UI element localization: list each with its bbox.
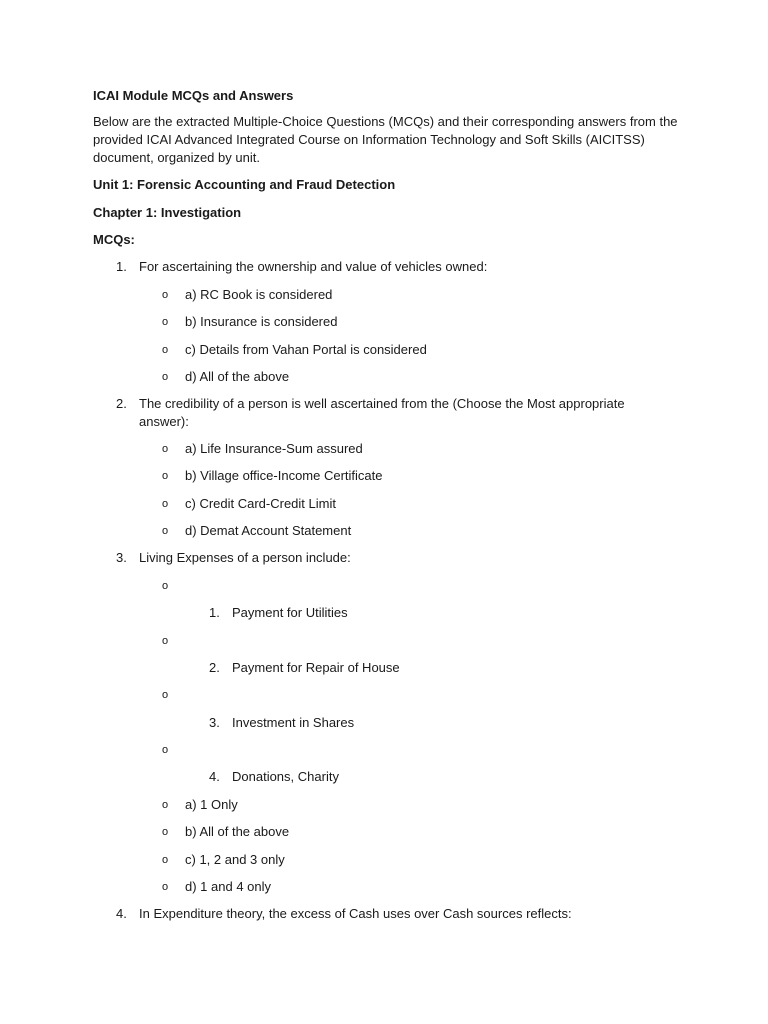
question-text-continued: answer): <box>139 414 189 429</box>
mcqs-label: MCQs: <box>93 232 135 247</box>
bullet-icon: o <box>162 635 169 647</box>
bullet-icon: o <box>162 316 169 328</box>
option-item: a) 1 Only <box>185 797 238 812</box>
bullet-icon: o <box>162 344 169 356</box>
bullet-icon: o <box>162 826 169 838</box>
subitem-number: 1. <box>209 605 220 620</box>
bullet-icon: o <box>162 498 169 510</box>
question-number: 3. <box>116 550 127 565</box>
subitem-text: Payment for Utilities <box>232 605 348 620</box>
question-text: In Expenditure theory, the excess of Cash uses over Cash sources reflects: <box>139 906 572 921</box>
bullet-icon: o <box>162 854 169 866</box>
intro-paragraph: Below are the extracted Multiple-Choice Questions (MCQs) and their corresponding answers from the provided ICAI Advanced Integrated Course on Information Technology and Soft Skills (AICITSS) document, organized by unit. <box>93 114 678 165</box>
subitem-number: 4. <box>209 769 220 784</box>
unit-heading: Unit 1: Forensic Accounting and Fraud Detection <box>93 177 396 192</box>
bullet-icon: o <box>162 689 169 701</box>
option-item: c) Details from Vahan Portal is considered <box>185 342 427 357</box>
subitem-text: Donations, Charity <box>232 769 339 784</box>
option-item: c) Credit Card-Credit Limit <box>185 496 336 511</box>
question-number: 2. <box>116 396 127 411</box>
option-item: c) 1, 2 and 3 only <box>185 852 285 867</box>
subitem-number: 2. <box>209 660 220 675</box>
question-number: 1. <box>116 259 127 274</box>
bullet-icon: o <box>162 443 169 455</box>
option-item: b) All of the above <box>185 824 290 839</box>
document-title: ICAI Module MCQs and Answers <box>93 88 294 103</box>
bullet-icon: o <box>162 881 169 893</box>
option-item: d) Demat Account Statement <box>185 523 352 538</box>
option-item: a) Life Insurance-Sum assured <box>185 441 363 456</box>
option-item: d) All of the above <box>185 369 290 384</box>
bullet-icon: o <box>162 744 169 756</box>
bullet-icon: o <box>162 525 169 537</box>
option-item: b) Insurance is considered <box>185 314 338 329</box>
option-item: a) RC Book is considered <box>185 287 333 302</box>
subitem-number: 3. <box>209 715 220 730</box>
question-text: The credibility of a person is well ascertained from the (Choose the Most appropriate <box>139 396 625 411</box>
chapter-heading: Chapter 1: Investigation <box>93 205 242 220</box>
subitem-text: Investment in Shares <box>232 715 355 730</box>
bullet-icon: o <box>162 580 169 592</box>
question-text: Living Expenses of a person include: <box>139 550 351 565</box>
question-text: For ascertaining the ownership and value of vehicles owned: <box>139 259 488 274</box>
bullet-icon: o <box>162 470 169 482</box>
bullet-icon: o <box>162 799 169 811</box>
option-item: b) Village office-Income Certificate <box>185 468 383 483</box>
question-number: 4. <box>116 906 127 921</box>
option-item: d) 1 and 4 only <box>185 879 272 894</box>
bullet-icon: o <box>162 371 169 383</box>
bullet-icon: o <box>162 289 169 301</box>
subitem-text: Payment for Repair of House <box>232 660 400 675</box>
